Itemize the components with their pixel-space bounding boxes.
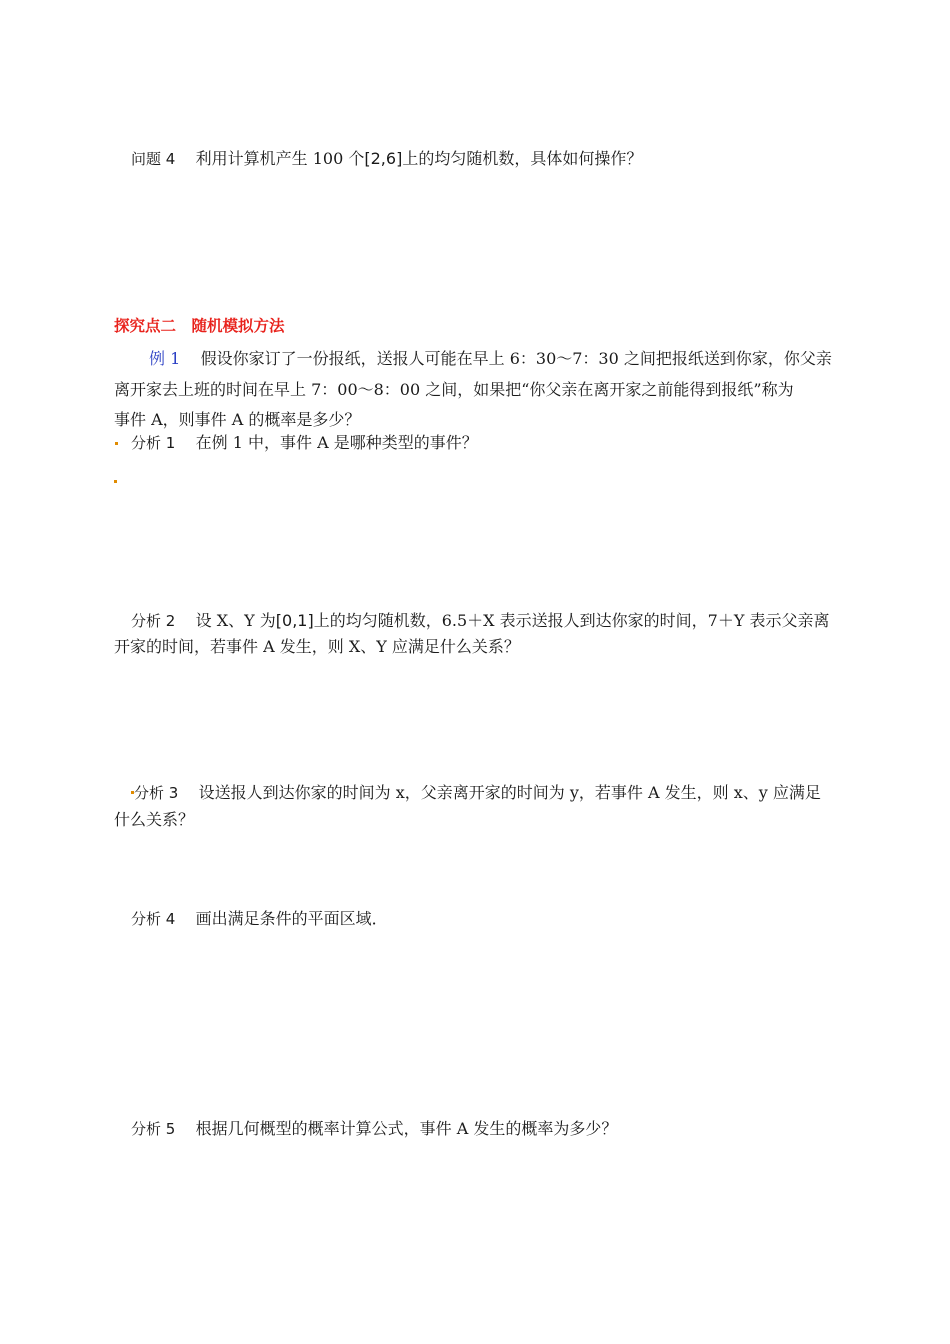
- section-title: 探究点二 随机模拟方法: [114, 317, 285, 335]
- analysis-3-line-2: 什么关系？: [114, 810, 195, 829]
- question-4-text-end: 上的均匀随机数，具体如何操作？: [402, 149, 643, 168]
- question-4-label: 问题 4: [131, 150, 176, 168]
- example-1-line-1: [149, 346, 832, 369]
- edit-mark: [114, 480, 117, 483]
- analysis-5-text: 根据几何概型的概率计算公式，事件 A 发生的概率为多少？: [195, 1119, 618, 1138]
- analysis-3-label: 分析 3: [134, 784, 179, 802]
- example-1-line-2: 离开家去上班的时间在早上 7：00～8：00 之间，如果把“你父亲在离开家之前能得到报纸”称为: [114, 380, 794, 399]
- analysis-1: [131, 430, 478, 453]
- analysis-4-label: 分析 4: [131, 910, 176, 928]
- example-1-text-1: 假设你家订了一份报纸，送报人可能在早上 6：30～7：30 之间把报纸送到你家，你父亲: [200, 349, 832, 368]
- question-4: [131, 146, 642, 169]
- analysis-1-text: 在例 1 中，事件 A 是哪种类型的事件？: [195, 433, 478, 452]
- edit-mark: [115, 442, 118, 445]
- analysis-2-text-1: 设 X、Y 为: [195, 611, 276, 630]
- question-4-text: 利用计算机产生 100 个: [195, 149, 365, 168]
- analysis-3-line-1: [134, 780, 821, 803]
- example-1-line-3: 事件 A，则事件 A 的概率是多少？: [114, 410, 361, 429]
- analysis-2-line-1: [131, 608, 830, 631]
- analysis-5: [131, 1116, 617, 1139]
- analysis-5-label: 分析 5: [131, 1120, 176, 1138]
- question-4-interval: [2,6]: [364, 149, 403, 168]
- analysis-1-label: 分析 1: [131, 434, 176, 452]
- analysis-3-text: 设送报人到达你家的时间为 x，父亲离开家的时间为 y，若事件 A 发生，则 x、y 应满足: [198, 783, 821, 802]
- analysis-4: [131, 906, 388, 929]
- analysis-4-text: 画出满足条件的平面区域．: [195, 909, 388, 928]
- example-1-label: 例 1: [149, 349, 181, 368]
- analysis-2-line-2: 开家的时间，若事件 A 发生，则 X、Y 应满足什么关系？: [114, 637, 520, 656]
- analysis-2-label: 分析 2: [131, 612, 176, 630]
- analysis-2-interval: [0,1]: [275, 611, 314, 630]
- analysis-2-text-2: 上的均匀随机数，6.5＋X 表示送报人到达你家的时间，7＋Y 表示父亲离: [313, 611, 830, 630]
